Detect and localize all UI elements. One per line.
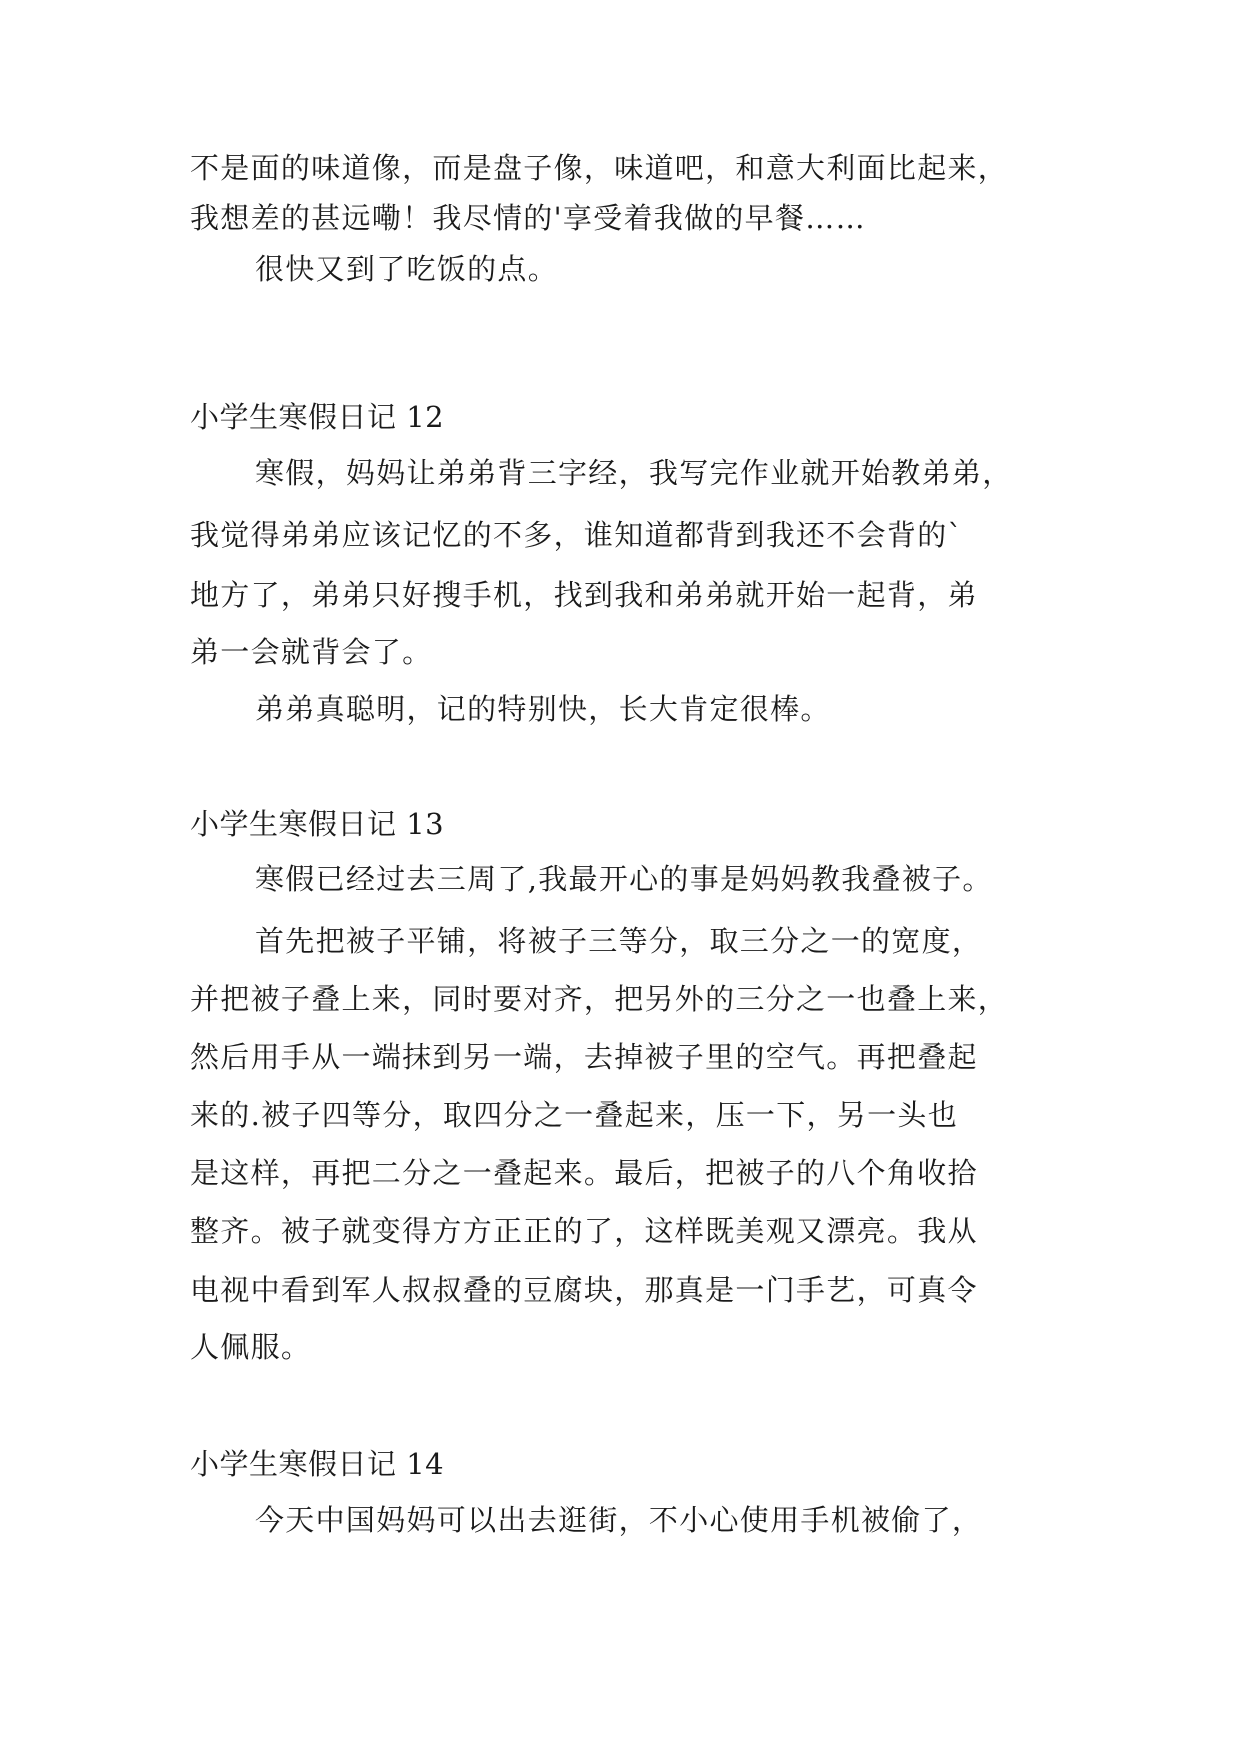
paragraph-line: 整齐。被子就变得方方正正的了，这样既美观又漂亮。我从 (190, 1214, 978, 1248)
paragraph-line: 不是面的味道像，而是盘子像，味道吧，和意大利面比起来， (190, 151, 1009, 185)
section-heading: 小学生寒假日记 14 (190, 1447, 445, 1481)
paragraph-line: 地方了，弟弟只好搜手机，找到我和弟弟就开始一起背，弟 (190, 578, 978, 612)
paragraph-line: 人佩服。 (190, 1330, 312, 1364)
paragraph-line: 来的.被子四等分，取四分之一叠起来，压一下，另一头也 (190, 1098, 959, 1132)
paragraph-line: 弟一会就背会了。 (190, 635, 433, 669)
paragraph-line: 首先把被子平铺，将被子三等分，取三分之一的宽度， (255, 924, 983, 958)
paragraph-line: 很快又到了吃饭的点。 (255, 252, 559, 286)
paragraph-line: 今天中国妈妈可以出去逛街，不小心使用手机被偷了， (255, 1503, 983, 1537)
paragraph-line: 我觉得弟弟应该记忆的不多，谁知道都背到我还不会背的` (190, 518, 964, 552)
paragraph-line: 我想差的甚远嘞！我尽情的'享受着我做的早餐…… (190, 201, 866, 235)
paragraph-line: 电视中看到军人叔叔叠的豆腐块，那真是一门手艺，可真令 (190, 1273, 978, 1307)
paragraph-line: 然后用手从一端抹到另一端，去掉被子里的空气。再把叠起 (190, 1040, 978, 1074)
section-heading: 小学生寒假日记 12 (190, 400, 445, 434)
paragraph-line: 是这样，再把二分之一叠起来。最后，把被子的八个角收拾 (190, 1156, 978, 1190)
paragraph-line: 弟弟真聪明，记的特别快，长大肯定很棒。 (255, 692, 831, 726)
paragraph-line: 并把被子叠上来，同时要对齐，把另外的三分之一也叠上来， (190, 982, 1009, 1016)
section-heading: 小学生寒假日记 13 (190, 807, 445, 841)
paragraph-line: 寒假已经过去三周了,我最开心的事是妈妈教我叠被子。 (255, 862, 993, 896)
paragraph-line: 寒假，妈妈让弟弟背三字经，我写完作业就开始教弟弟， (255, 456, 1013, 490)
